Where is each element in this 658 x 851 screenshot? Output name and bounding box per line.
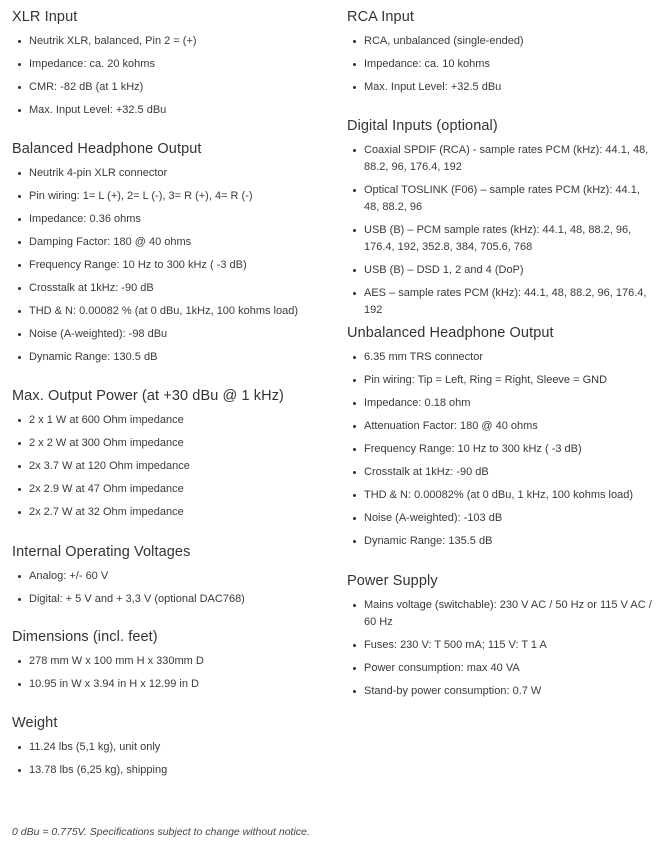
bullet-icon <box>18 218 21 221</box>
spec-text: 2 x 1 W at 600 Ohm impedance <box>29 414 184 426</box>
spec-text: Frequency Range: 10 Hz to 300 kHz ( -3 dB) <box>364 443 582 455</box>
bullet-icon <box>18 511 21 514</box>
spec-text: 2x 2.7 W at 32 Ohm impedance <box>29 506 184 518</box>
spec-text: Max. Input Level: +32.5 dBu <box>364 81 502 93</box>
spec-item <box>347 262 653 279</box>
spec-text: Crosstalk at 1kHz: -90 dB <box>29 282 154 294</box>
footnote: 0 dBu = 0.775V. Specifications subject to change without notice. <box>12 826 310 838</box>
spec-text: Impedance: ca. 20 kohms <box>29 58 155 70</box>
spec-text: Noise (A-weighted): -103 dB <box>364 512 503 524</box>
spec-item <box>12 435 330 452</box>
section-power-supply <box>347 572 653 700</box>
section-weight <box>12 714 330 779</box>
spec-item <box>12 591 330 608</box>
spec-text: Impedance: 0.18 ohm <box>364 397 471 409</box>
bullet-icon <box>18 465 21 468</box>
spec-text: Pin wiring: Tip = Left, Ring = Right, Sleeve = GND <box>364 374 608 386</box>
spec-item <box>347 33 653 50</box>
spec-text: AES – sample rates PCM (kHz): 44.1, 48, 88.2, 96, 176.4, 192 <box>364 287 647 316</box>
section-max-output-power-at-30-dbu-1-khz <box>12 387 330 521</box>
bullet-icon <box>18 241 21 244</box>
spec-text: CMR: -82 dB (at 1 kHz) <box>29 81 144 93</box>
spec-item <box>12 326 330 343</box>
spec-item <box>347 372 653 389</box>
spec-item <box>12 676 330 693</box>
spec-item <box>12 762 330 779</box>
bullet-icon <box>18 195 21 198</box>
section-balanced-headphone-output <box>12 140 330 366</box>
bullet-icon <box>353 379 356 382</box>
bullet-icon <box>18 333 21 336</box>
spec-text: Pin wiring: 1= L (+), 2= L (-), 3= R (+), 4= R (-) <box>29 190 253 202</box>
bullet-icon <box>353 356 356 359</box>
spec-item <box>347 637 653 654</box>
spec-item <box>347 56 653 73</box>
spec-text: Power consumption: max 40 VA <box>364 662 520 674</box>
spec-item <box>347 349 653 366</box>
spec-list <box>12 739 330 779</box>
spec-item <box>12 653 330 670</box>
bullet-icon <box>353 448 356 451</box>
spec-list <box>347 33 653 96</box>
section-title: Dimensions (incl. feet) <box>12 629 158 645</box>
bullet-icon <box>18 488 21 491</box>
section-rca-input <box>347 8 653 96</box>
bullet-icon <box>353 229 356 232</box>
section-xlr-input <box>12 8 330 119</box>
spec-list <box>12 568 330 608</box>
bullet-icon <box>353 40 356 43</box>
spec-text: Frequency Range: 10 Hz to 300 kHz ( -3 dB) <box>29 259 247 271</box>
spec-item <box>12 504 330 521</box>
bullet-icon <box>18 769 21 772</box>
bullet-icon <box>353 644 356 647</box>
bullet-icon <box>353 471 356 474</box>
section-title: Balanced Headphone Output <box>12 141 202 157</box>
spec-item <box>347 660 653 677</box>
bullet-icon <box>353 425 356 428</box>
bullet-icon <box>353 292 356 295</box>
bullet-icon <box>18 264 21 267</box>
section-title: Power Supply <box>347 573 438 589</box>
bullet-icon <box>353 149 356 152</box>
spec-item <box>347 487 653 504</box>
section-title: Max. Output Power (at +30 dBu @ 1 kHz) <box>12 388 284 404</box>
spec-item <box>347 395 653 412</box>
spec-item <box>12 102 330 119</box>
bullet-icon <box>353 690 356 693</box>
section-title: Weight <box>12 715 58 731</box>
bullet-icon <box>353 63 356 66</box>
spec-text: THD & N: 0.00082 % (at 0 dBu, 1kHz, 100 kohms load) <box>29 305 299 317</box>
bullet-icon <box>18 109 21 112</box>
bullet-icon <box>18 746 21 749</box>
bullet-icon <box>353 86 356 89</box>
spec-item <box>347 142 653 176</box>
spec-text: Optical TOSLINK (F06) – sample rates PCM (kHz): 44.1, 48, 88.2, 96 <box>364 184 640 213</box>
spec-text: 13.78 lbs (6,25 kg), shipping <box>29 764 168 776</box>
spec-list <box>347 142 653 319</box>
spec-text: Fuses: 230 V: T 500 mA; 115 V: T 1 A <box>364 639 547 651</box>
spec-item <box>347 464 653 481</box>
spec-list <box>347 597 653 700</box>
section-dimensions-incl-feet <box>12 628 330 693</box>
spec-item <box>347 182 653 216</box>
bullet-icon <box>18 86 21 89</box>
bullet-icon <box>18 683 21 686</box>
bullet-icon <box>18 310 21 313</box>
spec-text: Neutrik 4-pin XLR connector <box>29 167 168 179</box>
spec-item <box>347 222 653 256</box>
spec-text: Mains voltage (switchable): 230 V AC / 50 Hz or 115 V AC / 60 Hz <box>364 599 652 628</box>
spec-text: Dynamic Range: 130.5 dB <box>29 351 158 363</box>
spec-text: THD & N: 0.00082% (at 0 dBu, 1 kHz, 100 kohms load) <box>364 489 634 501</box>
spec-text: Digital: + 5 V and + 3,3 V (optional DAC768) <box>29 593 245 605</box>
spec-item <box>12 412 330 429</box>
spec-text: USB (B) – PCM sample rates (kHz): 44.1, 48, 88.2, 96, 176.4, 192, 352.8, 384, 705.6, 768 <box>364 224 632 253</box>
spec-item <box>347 683 653 700</box>
bullet-icon <box>18 660 21 663</box>
section-title: RCA Input <box>347 9 414 25</box>
bullet-icon <box>353 494 356 497</box>
bullet-icon <box>353 540 356 543</box>
spec-item <box>12 33 330 50</box>
bullet-icon <box>353 189 356 192</box>
bullet-icon <box>18 356 21 359</box>
spec-list <box>12 33 330 119</box>
spec-item <box>12 303 330 320</box>
section-internal-operating-voltages <box>12 543 330 608</box>
spec-list <box>12 653 330 693</box>
spec-item <box>12 739 330 756</box>
spec-text: 2x 2.9 W at 47 Ohm impedance <box>29 483 184 495</box>
spec-item <box>347 79 653 96</box>
spec-item <box>347 441 653 458</box>
bullet-icon <box>18 287 21 290</box>
spec-text: Max. Input Level: +32.5 dBu <box>29 104 167 116</box>
spec-text: Neutrik XLR, balanced, Pin 2 = (+) <box>29 35 197 47</box>
spec-text: 11.24 lbs (5,1 kg), unit only <box>29 741 161 753</box>
spec-text: 2x 3.7 W at 120 Ohm impedance <box>29 460 190 472</box>
bullet-icon <box>18 419 21 422</box>
spec-text: 278 mm W x 100 mm H x 330mm D <box>29 655 204 667</box>
spec-text: 2 x 2 W at 300 Ohm impedance <box>29 437 184 449</box>
spec-text: Stand-by power consumption: 0.7 W <box>364 685 542 697</box>
spec-item <box>12 481 330 498</box>
spec-item <box>347 597 653 631</box>
spec-item <box>12 79 330 96</box>
spec-text: 10.95 in W x 3.94 in H x 12.99 in D <box>29 678 199 690</box>
spec-item <box>347 418 653 435</box>
spec-item <box>12 280 330 297</box>
bullet-icon <box>353 269 356 272</box>
spec-text: Coaxial SPDIF (RCA) - sample rates PCM (kHz): 44.1, 48, 88.2, 96, 176.4, 192 <box>364 144 649 173</box>
spec-item <box>12 458 330 475</box>
spec-text: USB (B) – DSD 1, 2 and 4 (DoP) <box>364 264 524 276</box>
spec-list <box>12 412 330 521</box>
bullet-icon <box>353 604 356 607</box>
spec-text: Crosstalk at 1kHz: -90 dB <box>364 466 489 478</box>
section-title: Digital Inputs (optional) <box>347 118 498 134</box>
spec-item <box>347 533 653 550</box>
spec-item <box>12 234 330 251</box>
spec-item <box>12 188 330 205</box>
spec-text: Analog: +/- 60 V <box>29 570 109 582</box>
bullet-icon <box>353 402 356 405</box>
bullet-icon <box>18 63 21 66</box>
spec-text: Impedance: ca. 10 kohms <box>364 58 490 70</box>
section-title: Unbalanced Headphone Output <box>347 325 554 341</box>
bullet-icon <box>18 172 21 175</box>
section-unbalanced-headphone-output <box>347 324 653 550</box>
spec-item <box>12 211 330 228</box>
spec-item <box>12 257 330 274</box>
bullet-icon <box>18 575 21 578</box>
bullet-icon <box>353 667 356 670</box>
bullet-icon <box>353 517 356 520</box>
spec-text: Noise (A-weighted): -98 dBu <box>29 328 168 340</box>
spec-item <box>12 165 330 182</box>
section-digital-inputs-optional <box>347 117 653 319</box>
bullet-icon <box>18 598 21 601</box>
spec-item <box>347 285 653 319</box>
spec-text: Attenuation Factor: 180 @ 40 ohms <box>364 420 538 432</box>
spec-item <box>12 56 330 73</box>
section-title: XLR Input <box>12 9 78 25</box>
spec-item <box>12 349 330 366</box>
spec-text: Impedance: 0.36 ohms <box>29 213 141 225</box>
bullet-icon <box>18 40 21 43</box>
spec-list <box>347 349 653 550</box>
spec-item <box>12 568 330 585</box>
spec-text: Dynamic Range: 135.5 dB <box>364 535 493 547</box>
spec-item <box>347 510 653 527</box>
bullet-icon <box>18 442 21 445</box>
spec-text: RCA, unbalanced (single-ended) <box>364 35 524 47</box>
spec-text: Damping Factor: 180 @ 40 ohms <box>29 236 192 248</box>
spec-list <box>12 165 330 366</box>
section-title: Internal Operating Voltages <box>12 544 191 560</box>
spec-text: 6.35 mm TRS connector <box>364 351 484 363</box>
